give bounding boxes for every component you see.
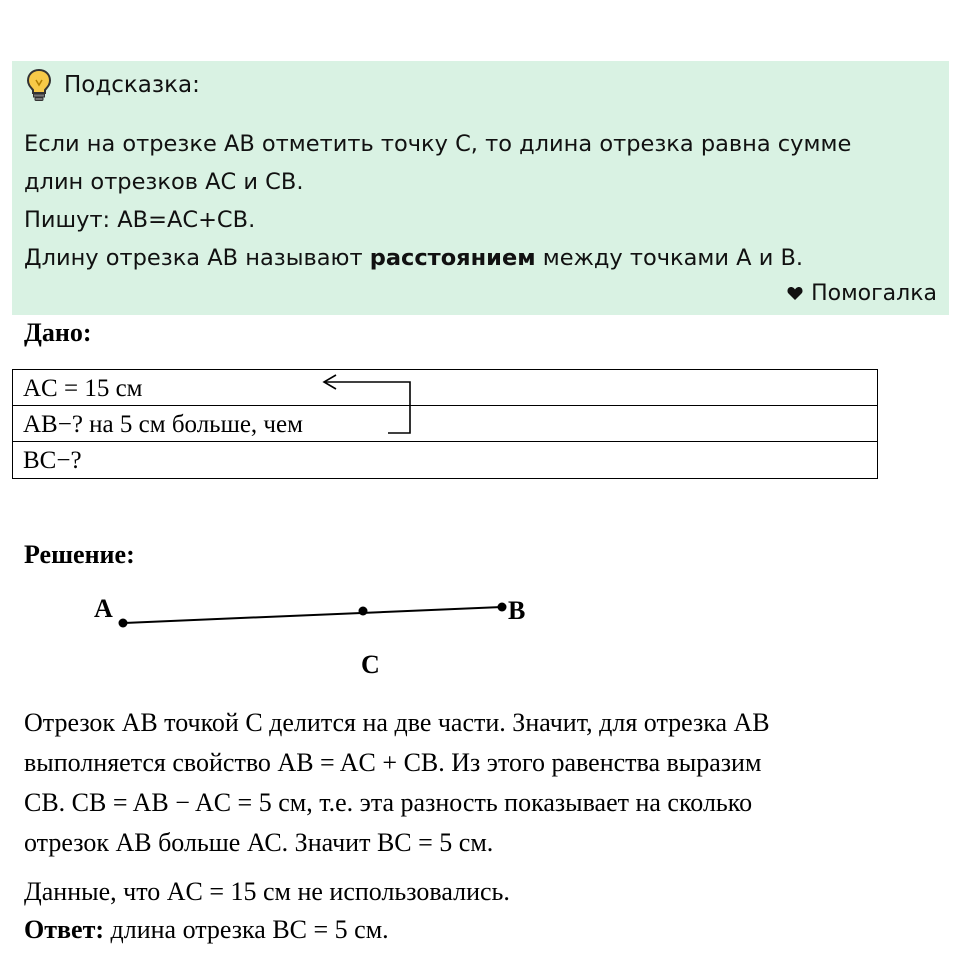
point-c-label: C: [361, 650, 380, 679]
hint-line-1: Если на отрезке АВ отметить точку С, то длина отрезка равна сумме: [24, 131, 852, 157]
point-b-label: B: [508, 596, 526, 625]
hint-text: [24, 125, 939, 277]
segment-ab: [123, 607, 502, 623]
solution-line-4: отрезок АВ больше АС. Значит BC = 5 см.: [24, 828, 494, 857]
point-c: [359, 607, 368, 616]
given-table: [12, 369, 878, 479]
brand-name: Помогалка: [811, 281, 937, 306]
hint-title: Подсказка:: [64, 72, 200, 98]
point-a-label: A: [94, 594, 113, 623]
unused-data-note: Данные, что AC = 15 см не использовались.: [24, 877, 510, 906]
solution-line-1: Отрезок АВ точкой С делится на две части. Значит, для отрезка АВ: [24, 708, 770, 737]
given-row-ab: AB−? на 5 см больше, чем: [13, 406, 877, 442]
solution-paragraph: [24, 703, 944, 863]
lightbulb-icon: [26, 68, 52, 102]
segment-diagram: [80, 590, 540, 640]
answer-line: [24, 911, 944, 949]
hint-box: [12, 61, 949, 315]
hint-line-4-end: между точками А и В.: [535, 245, 804, 271]
hint-line-2: длин отрезков АС и СВ.: [24, 169, 304, 195]
given-title: Дано:: [24, 318, 92, 347]
comparison-arrow: [310, 372, 420, 442]
hint-line-4: [24, 239, 939, 277]
brand-label: [787, 281, 937, 306]
solution-title: Решение:: [24, 540, 135, 569]
point-a: [119, 619, 128, 628]
given-row-bc: BC−?: [23, 447, 82, 474]
hint-header: [26, 67, 200, 103]
hint-line-3: Пишут: АВ=АС+СВ.: [24, 207, 256, 233]
hint-line-4-start: Длину отрезка АВ называют: [24, 245, 370, 271]
solution-line-2: выполняется свойство AB = AC + CB. Из этого равенства выразим: [24, 748, 762, 777]
point-b: [498, 603, 507, 612]
solution-line-3: СВ. CB = AB − AC = 5 см, т.е. эта разность показывает на сколько: [24, 788, 753, 817]
answer-label: Ответ:: [24, 915, 105, 944]
heart-icon: [787, 286, 803, 301]
given-row-ac: AC = 15 см: [13, 370, 877, 406]
answer-paragraph: [24, 873, 944, 949]
hint-term: расстоянием: [369, 245, 536, 271]
answer-text: длина отрезка BC = 5 см.: [104, 915, 389, 944]
